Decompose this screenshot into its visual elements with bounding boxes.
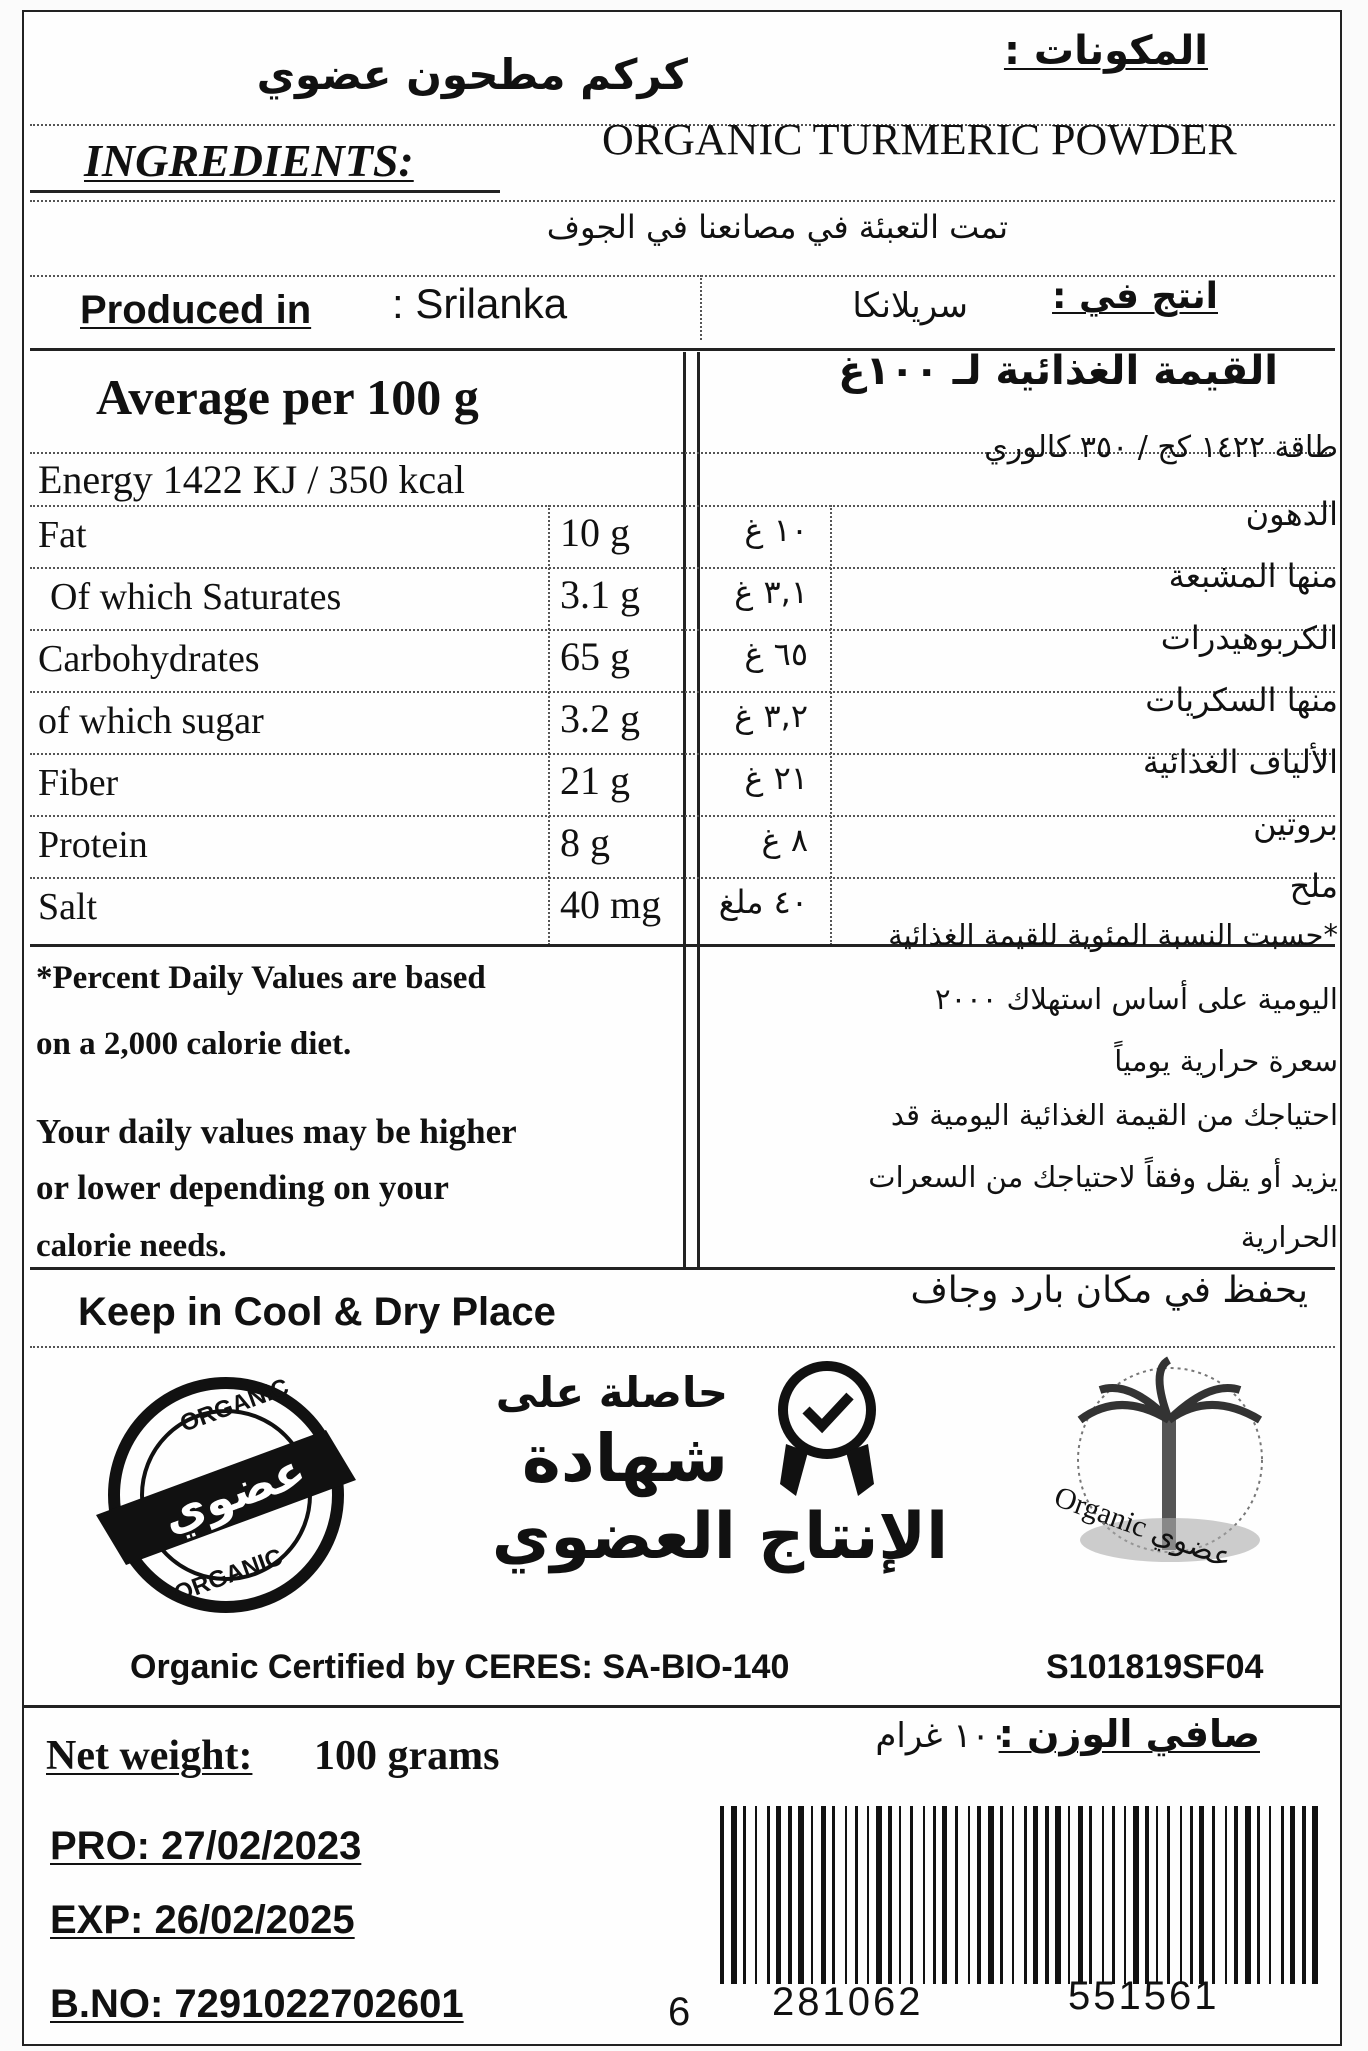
barcode-bar xyxy=(1124,1806,1126,1984)
storage-ar: يحفظ في مكان بارد وجاف xyxy=(910,1270,1308,1311)
palm-caption: Organic عضوي xyxy=(1049,1480,1237,1575)
barcode-bar xyxy=(888,1806,892,1984)
note-en-1a: *Percent Daily Values are based xyxy=(36,960,486,996)
nutrition-header-en: Average per 100 g xyxy=(96,369,479,425)
barcode-bar xyxy=(955,1806,958,1984)
barcode-bar xyxy=(811,1806,813,1984)
ingredients-label: INGREDIENTS: xyxy=(84,135,414,186)
barcode-bar xyxy=(988,1806,994,1984)
packed-note-ar: تمت التعبئة في مصانعنا في الجوف xyxy=(546,208,1008,246)
cert-code: S101819SF04 xyxy=(1046,1648,1264,1686)
nutrient-name: Fiber xyxy=(38,762,119,804)
nutrient-value-ar: ٤٠ ملغ xyxy=(718,883,808,921)
produced-in-label: Produced in xyxy=(80,288,312,332)
nutrient-name-ar: ملح xyxy=(1289,867,1338,905)
divider xyxy=(30,815,1335,817)
barcode-bar xyxy=(1257,1806,1260,1984)
nutrient-name-ar: الكربوهيدرات xyxy=(1160,619,1338,657)
barcode-bar xyxy=(867,1806,869,1984)
note-en-2b: or lower depending on your xyxy=(36,1168,449,1207)
production-date: PRO: 27/02/2023 xyxy=(50,1824,362,1868)
barcode-bar xyxy=(942,1806,947,1984)
barcode-bar xyxy=(1234,1806,1238,1984)
barcode-bar xyxy=(743,1806,746,1984)
nutrient-name-ar: منها المشبعة xyxy=(1168,557,1338,595)
note-ar-2: اليومية على أساس استهلاك ٢٠٠٠ xyxy=(935,982,1338,1016)
divider xyxy=(30,877,1335,879)
barcode-bar xyxy=(923,1806,925,1984)
seal-middle-text: عضوي xyxy=(155,1442,313,1544)
organic-seal xyxy=(96,1370,356,1620)
barcode-bar xyxy=(845,1806,847,1984)
net-weight-label: Net weight: xyxy=(46,1733,253,1779)
barcode-bar xyxy=(1212,1806,1215,1984)
barcode-bar xyxy=(876,1806,882,1984)
batch-number: B.NO: 7291022702601 xyxy=(50,1982,464,2026)
barcode-bar xyxy=(1225,1806,1227,1984)
expiry-date: EXP: 26/02/2025 xyxy=(50,1898,355,1942)
barcode-bar xyxy=(1156,1806,1158,1984)
barcode-bar xyxy=(1199,1806,1204,1984)
barcode-bar xyxy=(1290,1806,1295,1984)
net-weight-label-ar: صافي الوزن : xyxy=(998,1712,1260,1756)
note-ar-5: يزيد أو يقل وفقاً لاحتياجك من السعرات xyxy=(868,1160,1338,1194)
palm-tree-logo xyxy=(1040,1350,1320,1610)
storage-en: Keep in Cool & Dry Place xyxy=(78,1290,556,1334)
barcode-bar xyxy=(821,1806,826,1984)
barcode-bar xyxy=(1312,1806,1318,1984)
note-ar-4: احتياجك من القيمة الغذائية اليومية قد xyxy=(890,1098,1338,1132)
divider xyxy=(30,190,500,193)
nutrient-name: Salt xyxy=(38,886,98,928)
cert-ar-line3: الإنتاج العضوي xyxy=(491,1500,948,1574)
barcode-bar xyxy=(1000,1806,1003,1984)
note-en-1b: on a 2,000 calorie diet. xyxy=(36,1026,352,1062)
barcode-bar xyxy=(1033,1806,1038,1984)
barcode-bar xyxy=(1068,1806,1070,1984)
divider xyxy=(30,1346,1335,1348)
note-en-2c: calorie needs. xyxy=(36,1228,227,1264)
certificate-ribbon-icon xyxy=(772,1360,882,1500)
barcode-bar xyxy=(1112,1806,1115,1984)
nutrient-value: 3.1 g xyxy=(560,572,640,617)
ingredients-value-ar: كركم مطحون عضوي xyxy=(256,50,688,99)
certified-by: Organic Certified by CERES: SA-BIO-140 xyxy=(130,1648,790,1686)
net-weight-value: 100 grams xyxy=(314,1733,500,1779)
nutrient-value: 65 g xyxy=(560,634,630,679)
barcode-bar xyxy=(788,1806,792,1984)
cert-ar-line1: حاصلة على xyxy=(495,1368,728,1417)
nutrition-divider-center2 xyxy=(697,352,700,1267)
barcode-digits-right: 551561 xyxy=(1068,1974,1220,2018)
nutrient-value-ar: ٦٥ غ xyxy=(744,635,808,673)
barcode-bar xyxy=(1012,1806,1014,1984)
net-weight-value-ar: ١٠٠ غرام xyxy=(875,1716,1008,1756)
nutrition-header-ar: القيمة الغذائية لـ ١٠٠غ xyxy=(838,348,1278,394)
produced-in-value-ar: سريلانكا xyxy=(852,286,968,326)
barcode-bar xyxy=(899,1806,901,1984)
nutrition-value-divider-en xyxy=(548,505,550,945)
nutrient-name: Protein xyxy=(38,824,148,866)
nutrient-name: of which sugar xyxy=(38,700,264,742)
barcode-bar xyxy=(968,1806,970,1984)
nutrition-divider-center xyxy=(683,352,686,1267)
divider xyxy=(30,200,1335,202)
barcode-bar xyxy=(776,1806,781,1984)
note-ar-6: الحرارية xyxy=(1240,1220,1338,1254)
seal-bottom-text: ORGANIC xyxy=(170,1543,287,1608)
nutrient-name-ar: الدهون xyxy=(1245,495,1338,533)
nutrient-value: 3.2 g xyxy=(560,696,640,741)
barcode-bar xyxy=(977,1806,981,1984)
ingredients-value: ORGANIC TURMERIC POWDER xyxy=(602,115,1237,164)
nutrient-value-ar: ٢١ غ xyxy=(744,759,808,797)
barcode-bar xyxy=(1269,1806,1271,1984)
cert-ar-line2: شهادة xyxy=(521,1420,728,1497)
barcode-bar xyxy=(1302,1806,1306,1984)
nutrient-value-ar: ٣,١ غ xyxy=(734,573,808,611)
barcode-bar xyxy=(767,1806,770,1984)
produced-in-value: : Srilanka xyxy=(392,280,568,327)
barcode-bar xyxy=(1281,1806,1284,1984)
divider xyxy=(30,567,1335,569)
barcode-bar xyxy=(1167,1806,1170,1984)
barcode-bar xyxy=(1133,1806,1139,1984)
barcode-bar xyxy=(755,1806,757,1984)
note-en-2a: Your daily values may be higher xyxy=(36,1112,517,1151)
nutrient-value-ar: ٨ غ xyxy=(761,821,808,859)
produced-in-label-ar: انتج في : xyxy=(1052,276,1218,317)
divider xyxy=(700,275,702,340)
barcode-bar xyxy=(1089,1806,1092,1984)
nutrient-name-ar: الألياف الغذائية xyxy=(1142,743,1338,781)
nutrient-value: 8 g xyxy=(560,820,610,865)
nutrition-value-divider-ar xyxy=(830,505,832,945)
nutrient-value-ar: ١٠ غ xyxy=(744,511,808,549)
barcode-bar xyxy=(1102,1806,1104,1984)
nutrient-name: Carbohydrates xyxy=(38,638,260,680)
barcode-bar xyxy=(731,1806,737,1984)
nutrient-value: 21 g xyxy=(560,758,630,803)
barcode-bar xyxy=(720,1806,724,1984)
barcode-bar xyxy=(910,1806,913,1984)
barcode-digits-left: 281062 xyxy=(772,1980,924,2024)
divider xyxy=(30,753,1335,755)
barcode-bar xyxy=(933,1806,936,1984)
energy-ar: طاقة ١٤٢٢ كج / ٣٥٠ كالوري xyxy=(984,430,1338,465)
divider xyxy=(22,1705,1342,1708)
barcode xyxy=(720,1806,1330,1984)
barcode-bar xyxy=(1055,1806,1061,1984)
nutrient-value: 40 mg xyxy=(560,882,662,927)
barcode-bar xyxy=(832,1806,835,1984)
note-ar-3: سعرة حرارية يومياً xyxy=(1114,1044,1338,1078)
divider xyxy=(30,629,1335,631)
nutrient-name: Fat xyxy=(38,514,87,556)
barcode-bar xyxy=(798,1806,804,1984)
nutrient-value: 10 g xyxy=(560,510,630,555)
barcode-bar xyxy=(1024,1806,1027,1984)
barcode-bar xyxy=(855,1806,858,1984)
barcode-bars xyxy=(720,1806,1330,1984)
barcode-bar xyxy=(1180,1806,1182,1984)
divider xyxy=(30,691,1335,693)
ingredients-label-ar: المكونات : xyxy=(1003,28,1208,74)
note-ar-1: *حسبت النسبة المئوية للقيمة الغذائية xyxy=(888,918,1338,952)
nutrient-name-ar: بروتين xyxy=(1253,805,1338,843)
nutrient-name: Of which Saturates xyxy=(50,576,342,618)
energy-en: Energy 1422 KJ / 350 kcal xyxy=(38,457,465,502)
barcode-bar xyxy=(1190,1806,1193,1984)
nutrient-name-ar: منها السكريات xyxy=(1145,681,1338,719)
divider xyxy=(30,505,1335,507)
barcode-bar xyxy=(1245,1806,1251,1984)
nutrient-value-ar: ٣,٢ غ xyxy=(734,697,808,735)
barcode-bar xyxy=(1045,1806,1049,1984)
barcode-bar xyxy=(1078,1806,1083,1984)
seal-top-text: ORGANIC xyxy=(176,1373,293,1438)
barcode-bar xyxy=(1145,1806,1149,1984)
barcode-digit-first: 6 xyxy=(668,1990,691,2034)
